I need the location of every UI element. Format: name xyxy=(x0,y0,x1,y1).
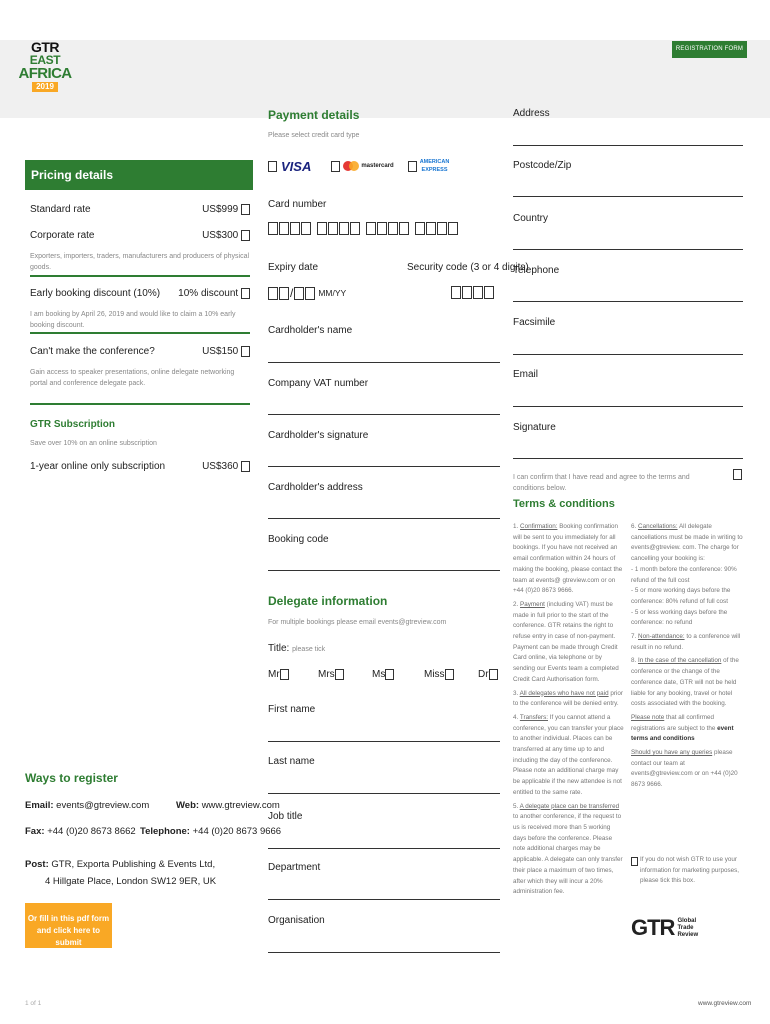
submit-line1: Or fill in this pdf form xyxy=(27,914,110,923)
register-fax xyxy=(25,826,136,837)
header-band xyxy=(0,40,770,118)
expiry-month xyxy=(268,287,289,300)
mastercard-checkbox[interactable] xyxy=(331,161,340,172)
gtr-brand-mark: GTR xyxy=(631,915,675,940)
corporate-rate-checkbox[interactable] xyxy=(241,230,250,241)
marketing-optout-checkbox[interactable] xyxy=(631,857,638,866)
mastercard-logo xyxy=(343,161,393,171)
card-digit-group xyxy=(317,222,360,235)
department-line[interactable] xyxy=(268,899,500,900)
subscription-note: Save over 10% on an online subscription xyxy=(30,440,157,447)
standard-rate-label: Standard rate xyxy=(30,204,91,216)
early-booking-value: 10% discount xyxy=(178,288,239,300)
logo-year: 2019 xyxy=(32,82,58,92)
card-digit-group xyxy=(268,222,311,235)
title-checkbox[interactable] xyxy=(445,669,454,680)
subscription-price: US$360 xyxy=(202,461,239,473)
pricing-details-header: Pricing details xyxy=(25,160,253,190)
security-code-field[interactable] xyxy=(451,286,500,302)
title-option-label: Mr xyxy=(268,669,280,681)
term-1: 1. Confirmation: Booking confirmation will be sent to you immediately for all bookings. If you have not received an email confirmation within 24 hours of making the booking, please contact the team at events@ gtreview.com or on +44 (0)20 8673 9666. xyxy=(513,523,623,595)
amex-logo xyxy=(420,158,450,174)
term-7-body: to a conference will result in no refund. xyxy=(631,633,741,651)
term-6-head: Cancellations: xyxy=(638,523,678,530)
security-code-label: Security code (3 or 4 digits) xyxy=(407,262,529,273)
term-8-head: In the case of the cancellation xyxy=(638,657,722,665)
submit-line2: and click here to submit xyxy=(36,926,101,947)
digit-box[interactable] xyxy=(268,222,278,235)
title-hint: please tick xyxy=(292,646,326,653)
job-title-line[interactable] xyxy=(268,848,500,849)
term-4-head: Transfers: xyxy=(519,713,548,721)
agree-terms-text: I can confirm that I have read and agree to the terms and conditions below. xyxy=(513,474,690,492)
divider xyxy=(30,275,250,277)
email-line[interactable] xyxy=(513,406,743,407)
postcode-label: Postcode/Zip xyxy=(513,160,572,171)
title-option-dr[interactable] xyxy=(478,669,498,680)
digit-box[interactable] xyxy=(377,222,387,235)
organisation-line[interactable] xyxy=(268,952,500,953)
title-option-label: Mrs xyxy=(318,669,335,681)
digit-box[interactable] xyxy=(399,222,409,235)
submit-pdf-button[interactable] xyxy=(25,903,112,948)
facsimile-line[interactable] xyxy=(513,354,743,355)
first-name-line[interactable] xyxy=(268,741,500,742)
title-checkbox[interactable] xyxy=(280,669,289,680)
brand-line: Trade xyxy=(677,924,694,931)
early-booking-row xyxy=(30,288,250,299)
corporate-rate-label: Corporate rate xyxy=(30,230,95,242)
brand-line: Review xyxy=(677,931,699,938)
amex-checkbox[interactable] xyxy=(408,161,417,172)
agree-terms-checkbox[interactable] xyxy=(733,469,742,480)
note-1-head: Please note xyxy=(631,713,665,721)
term-6-bullet: - 1 month before the conference: 90% refund of the full cost xyxy=(631,565,737,584)
title-option-label: Dr xyxy=(478,669,489,681)
logo-africa: AFRICA xyxy=(18,65,72,82)
expiry-slash: / xyxy=(290,286,294,300)
subscription-row xyxy=(30,461,250,472)
term-2: 2. Payment (including VAT) must be made in full prior to the start of the conference. GTR retains the right to refuse entry in case of non-payment. Payment can be made through Credit Card online, via telephone or by sending our Events team a completed Credit Card Authorisation form. xyxy=(513,600,619,683)
telephone-line[interactable] xyxy=(513,301,743,302)
event-logo xyxy=(16,40,74,102)
corporate-rate-row xyxy=(30,230,250,241)
brand-line: Global xyxy=(677,917,697,924)
cardholder-name-line[interactable] xyxy=(268,362,500,363)
terms-title: Terms & conditions xyxy=(513,498,615,510)
company-vat-line[interactable] xyxy=(268,414,500,415)
term-8-body: of the conference or the change of the conference date, GTR will not be held liable for any booking, travel or hotel costs associated with the booking. xyxy=(631,657,739,708)
digit-box[interactable] xyxy=(317,222,327,235)
web-label: Web: xyxy=(176,800,200,811)
mastercard-icon xyxy=(343,161,359,171)
postcode-line[interactable] xyxy=(513,196,743,197)
card-number-label: Card number xyxy=(268,199,327,210)
digit-box[interactable] xyxy=(279,287,289,300)
company-vat-label: Company VAT number xyxy=(268,378,369,389)
signature-label: Signature xyxy=(513,422,556,433)
term-2-head: Payment xyxy=(520,600,545,608)
title-option-mr[interactable] xyxy=(268,669,289,680)
footer-website[interactable]: www.gtreview.com xyxy=(698,1000,752,1007)
early-booking-checkbox[interactable] xyxy=(241,288,250,299)
term-7: 7. Non-attendance: to a conference will result in no refund. xyxy=(631,633,741,651)
note-1-link[interactable]: event terms and conditions xyxy=(631,724,734,743)
title-checkbox[interactable] xyxy=(385,669,394,680)
card-type-options xyxy=(268,158,449,174)
organisation-label: Organisation xyxy=(268,915,325,926)
terms-column-right xyxy=(631,522,746,794)
term-6-body: All delegate cancellations must be made in writing to events@gtreview. com. The charge for cancelling your booking is: xyxy=(631,523,743,563)
card-digit-group xyxy=(366,222,409,235)
first-name-label: First name xyxy=(268,704,316,715)
post-line2: 4 Hillgate Place, London SW12 9ER, UK xyxy=(45,876,217,887)
post-line1: GTR, Exporta Publishing & Events Ltd, xyxy=(51,859,216,870)
last-name-label: Last name xyxy=(268,756,315,767)
digit-box[interactable] xyxy=(437,222,447,235)
cardholder-signature-line[interactable] xyxy=(268,466,500,467)
title-option-label: Ms xyxy=(372,669,386,681)
digit-box[interactable] xyxy=(268,287,278,300)
early-booking-label: Early booking discount (10%) xyxy=(30,288,161,300)
registration-form-tag: REGISTRATION FORM xyxy=(672,41,747,58)
term-8: 8. In the case of the cancellation of the conference or the change of the conference date, GTR will not be held liable for any booking, travel or hotel costs associated with the booking. xyxy=(631,657,739,708)
note-1-body: that all confirmed registrations are subject to the xyxy=(631,713,716,732)
card-number-field[interactable] xyxy=(268,222,464,238)
telephone-label: Telephone xyxy=(513,265,560,276)
note-2 xyxy=(631,748,746,791)
address-label: Address xyxy=(513,108,550,119)
cant-make-note: Gain access to speaker presentations, online delegate networking portal and conference delegate pack. xyxy=(30,369,235,387)
digit-box[interactable] xyxy=(301,222,311,235)
term-7-head: Non-attendance: xyxy=(638,633,685,641)
web-value[interactable]: www.gtreview.com xyxy=(201,800,280,811)
term-5-head: A delegate place can be transferred xyxy=(519,802,620,810)
job-title-label: Job title xyxy=(268,811,303,822)
booking-code-label: Booking code xyxy=(268,534,329,545)
standard-rate-row xyxy=(30,204,250,215)
visa-checkbox[interactable] xyxy=(268,161,277,172)
expiry-year xyxy=(294,287,315,300)
fax-value: +44 (0)20 8673 8662 xyxy=(47,826,136,837)
facsimile-label: Facsimile xyxy=(513,317,556,328)
title-option-miss[interactable] xyxy=(424,669,454,680)
subscription-title: GTR Subscription xyxy=(30,419,115,430)
terms-column-left xyxy=(513,522,625,901)
register-telephone xyxy=(140,826,281,837)
email-label: Email xyxy=(513,369,539,380)
standard-rate-price: US$999 xyxy=(202,204,239,216)
booking-code-line[interactable] xyxy=(268,570,500,571)
standard-rate-checkbox[interactable] xyxy=(241,204,250,215)
department-label: Department xyxy=(268,862,321,873)
address-line[interactable] xyxy=(513,145,743,146)
title-checkbox[interactable] xyxy=(489,669,498,680)
title-label: Title: xyxy=(268,643,290,654)
note-1 xyxy=(631,713,746,745)
expiry-label: Expiry date xyxy=(268,262,319,273)
term-3-body: prior to the conference will be denied entry. xyxy=(513,689,623,708)
telephone-value: +44 (0)20 8673 9666 xyxy=(192,826,282,837)
logo-east: EAST xyxy=(29,53,61,67)
title-option-label: Miss xyxy=(424,669,445,681)
amex-line1: AMERICAN xyxy=(419,159,450,165)
term-5-body: to another conference, if the request to us is received more than 5 working days before the conference. Please note additional charges may be applicable. A delegate can only transfer their place a maximum of two times, after which they will incur a 20% administration fee. xyxy=(513,813,623,896)
subscription-checkbox[interactable] xyxy=(241,461,250,472)
title-options xyxy=(268,669,500,683)
gtr-brand-logo xyxy=(631,915,698,941)
cardholder-signature-label: Cardholder's signature xyxy=(268,430,369,441)
corporate-rate-note: Exporters, importers, traders, manufacturers and producers of physical goods. xyxy=(30,253,250,271)
visa-logo: VISA xyxy=(281,158,312,174)
email-value[interactable]: events@gtreview.com xyxy=(56,800,150,811)
term-1-body: Booking confirmation will be sent to you immediately for all bookings. If you have not received an email confirmation within 24 hours of making the booking, please contact the team at events@ gtreview.com or on +44 (0)20 8673 9666. xyxy=(513,523,623,595)
digit-box[interactable] xyxy=(294,287,304,300)
corporate-rate-price: US$300 xyxy=(202,230,239,242)
register-email xyxy=(25,800,149,811)
telephone-label: Telephone: xyxy=(140,826,190,837)
term-6-bullet: - 5 or less working days before the conference: no refund xyxy=(631,608,728,627)
register-web xyxy=(176,800,280,811)
fax-label: Fax: xyxy=(25,826,45,837)
delegate-note: For multiple bookings please email events@gtreview.com xyxy=(268,619,447,626)
digit-box[interactable] xyxy=(350,222,360,235)
cant-make-row xyxy=(30,346,250,357)
digit-box[interactable] xyxy=(328,222,338,235)
post-label: Post: xyxy=(25,859,49,870)
divider xyxy=(30,403,250,405)
title-checkbox[interactable] xyxy=(335,669,344,680)
card-digit-group xyxy=(415,222,458,235)
register-post xyxy=(25,856,216,890)
cant-make-checkbox[interactable] xyxy=(241,346,250,357)
digit-box[interactable] xyxy=(290,222,300,235)
expiry-field[interactable] xyxy=(268,286,346,300)
term-4-body: If you cannot attend a conference, you can transfer your place to another individual. Places can be transferred at any time up to and including the day of the conference. Please note an additional charge may be applicable if the new attendee is not entitled to the same rate. xyxy=(513,713,624,796)
digit-box[interactable] xyxy=(462,286,472,299)
marketing-optout-text: If you do not wish GTR to use your information for marketing purposes, please tick this box. xyxy=(640,856,740,885)
note-2-head: Should you have any queries xyxy=(631,749,713,757)
term-3: 3. All delegates who have not paid prior to the conference will be denied entry. xyxy=(513,689,623,708)
ways-to-register-title: Ways to register xyxy=(25,771,118,785)
amex-line2: EXPRESS xyxy=(421,167,448,173)
digit-box[interactable] xyxy=(366,222,376,235)
digit-box[interactable] xyxy=(305,287,315,300)
card-type-note: Please select credit card type xyxy=(268,132,360,139)
term-5: 5. A delegate place can be transferred to another conference, if the request to us is received more than 5 working days before the conference. Please note additional charges may be applicable. A delegate can only transfer their place a maximum of two times, after which they will incur a 20% administration fee. xyxy=(513,802,623,896)
delegate-title-row xyxy=(268,643,325,655)
country-label: Country xyxy=(513,213,549,224)
digit-box[interactable] xyxy=(484,286,494,299)
digit-box[interactable] xyxy=(279,222,289,235)
term-1-head: Confirmation: xyxy=(520,523,558,530)
cardholder-address-label: Cardholder's address xyxy=(268,482,363,493)
term-2-body: (including VAT) must be made in full prior to the start of the conference. GTR retains the right to refuse entry in case of non-payment. Payment can be made through Credit Card online, via telephone or by sending our Events team a completed Credit Card Authorisation form. xyxy=(513,600,619,683)
early-booking-note: I am booking by April 26, 2019 and would like to claim a 10% early booking discount. xyxy=(30,311,236,329)
expiry-format: MM/YY xyxy=(318,288,347,298)
logo-gtr: GTR xyxy=(30,39,60,55)
digit-box[interactable] xyxy=(451,286,461,299)
digit-box[interactable] xyxy=(415,222,425,235)
country-line[interactable] xyxy=(513,249,743,250)
security-digits xyxy=(451,286,494,299)
cardholder-address-line[interactable] xyxy=(268,518,500,519)
digit-box[interactable] xyxy=(473,286,483,299)
subscription-label: 1-year online only subscription xyxy=(30,461,166,473)
digit-box[interactable] xyxy=(388,222,398,235)
cardholder-name-label: Cardholder's name xyxy=(268,325,353,336)
digit-box[interactable] xyxy=(339,222,349,235)
page-number: 1 of 1 xyxy=(25,1000,42,1007)
title-option-ms[interactable] xyxy=(372,669,394,680)
title-option-mrs[interactable] xyxy=(318,669,344,680)
cant-make-label: Can't make the conference? xyxy=(30,346,155,358)
digit-box[interactable] xyxy=(448,222,458,235)
payment-details-title: Payment details xyxy=(268,108,360,122)
email-label: Email: xyxy=(25,800,54,811)
delegate-information-title: Delegate information xyxy=(268,594,388,608)
mastercard-text: mastercard xyxy=(361,163,394,169)
last-name-line[interactable] xyxy=(268,793,500,794)
note-2-body: please contact our team at events@gtreview.com or on +44 (0)20 8673 9666. xyxy=(631,749,738,789)
gtr-brand-text xyxy=(677,918,698,939)
cant-make-price: US$150 xyxy=(202,346,239,358)
digit-box[interactable] xyxy=(426,222,436,235)
divider xyxy=(30,332,250,334)
term-3-head: All delegates who have not paid xyxy=(519,689,609,697)
signature-line[interactable] xyxy=(513,458,743,459)
term-6: 6. Cancellations: All delegate cancellations must be made in writing to events@gtreview. com. The charge for cancelling your booking is: - 1 month before the conference: 90% refund of the full cost - 5 or more working days before the conference: 80% refund of full cost - 5 or less working days before the conference: no refund xyxy=(631,523,743,627)
term-4: 4. Transfers: If you cannot attend a conference, you can transfer your place to another individual. Places can be transferred at any time up to and including the day of the conference. Please note an additional charge may be applicable if the new attendee is not entitled to the same rate. xyxy=(513,713,624,796)
term-6-bullet: - 5 or more working days before the conference: 80% refund of full cost xyxy=(631,587,731,605)
